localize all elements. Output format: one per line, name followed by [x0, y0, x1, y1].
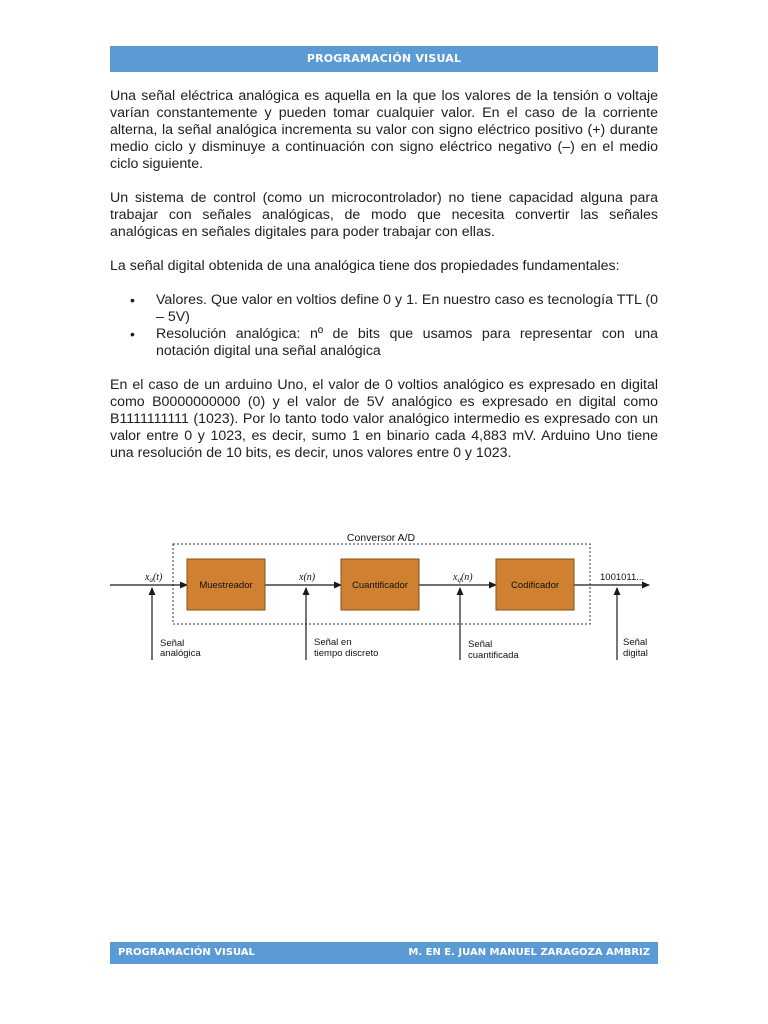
bullet-icon: •	[130, 326, 135, 342]
converter-title: Conversor A/D	[346, 532, 416, 544]
caption-quantized-1: Señal	[468, 639, 493, 650]
footer-author: M. EN E. JUAN MANUEL ZARAGOZA AMBRIZ	[408, 947, 650, 958]
quantizer-label: Cuantificador	[352, 580, 408, 591]
list-item-text: Resolución analógica: nº de bits que usamos para representar con una notación digital una señal analógica	[156, 326, 658, 359]
paragraph-digital-properties: La señal digital obtenida de una analógica tiene dos propiedades fundamentales:	[110, 258, 620, 274]
signal-label-xn: x(n)	[299, 572, 316, 583]
encoder-label: Codificador	[510, 580, 560, 591]
caption-digital-1: Señal	[623, 637, 648, 648]
caption-analog-1: Señal	[160, 638, 185, 649]
sampler-label: Muestreador	[199, 580, 253, 591]
caption-digital-2: digital	[623, 648, 648, 659]
list-item	[110, 326, 658, 360]
paragraph-arduino: En el caso de un arduino Uno, el valor de 0 voltios analógico es expresado en digital como B0000000000 (0) y el valor de 5V analógico es expresado en digital como B1111111111 (1023). Por lo tanto todo valor analógico intermedio es expresado con un valor entre 0 y 1023, es decir, sumo 1 en binario cada 4,883 mV. Arduino Uno tiene una resolución de 10 bits, es decir, unos valores entre 0 y 1023.	[110, 377, 658, 461]
caption-discrete-1: Señal en	[314, 637, 352, 648]
footer-course: PROGRAMACIÓN VISUAL	[118, 947, 255, 958]
bullet-icon: •	[130, 292, 135, 308]
list-item	[110, 292, 658, 326]
signal-label-xa: $x_a(t)$	[145, 572, 163, 584]
list-item-text: Valores. Que valor en voltios define 0 y 1. En nuestro caso es tecnología TTL (0 – 5V)	[156, 292, 658, 325]
signal-label-output: 1001011...	[600, 572, 645, 583]
paragraph-control-system: Un sistema de control (como un microcontrolador) no tiene capacidad alguna para trabajar con señales analógicas, de modo que necesita convertir las señales analógicas en señales digitales para poder trabajar con ellas.	[110, 190, 658, 240]
header-title: PROGRAMACIÓN VISUAL	[306, 52, 462, 65]
caption-quantized-2: cuantificada	[468, 650, 519, 661]
paragraph-analog-signal: Una señal eléctrica analógica es aquella en la que los valores de la tensión o voltaje varían constantemente y pueden tomar cualquier valor. En el caso de la corriente alterna, la señal analógica incrementa su valor con signo eléctrico positivo (+) durante medio ciclo y disminuye a continuación con signo eléctrico negativo (–) en el medio ciclo siguiente.	[110, 88, 658, 172]
document-body	[110, 88, 658, 479]
page-header	[110, 46, 658, 72]
properties-list	[110, 292, 658, 360]
caption-discrete-2: tiempo discreto	[314, 648, 379, 659]
caption-analog-2: analógica	[160, 648, 201, 659]
signal-label-xq: $x_q(n)$	[453, 572, 473, 584]
ad-converter-diagram	[105, 525, 665, 675]
page-footer	[110, 942, 658, 964]
